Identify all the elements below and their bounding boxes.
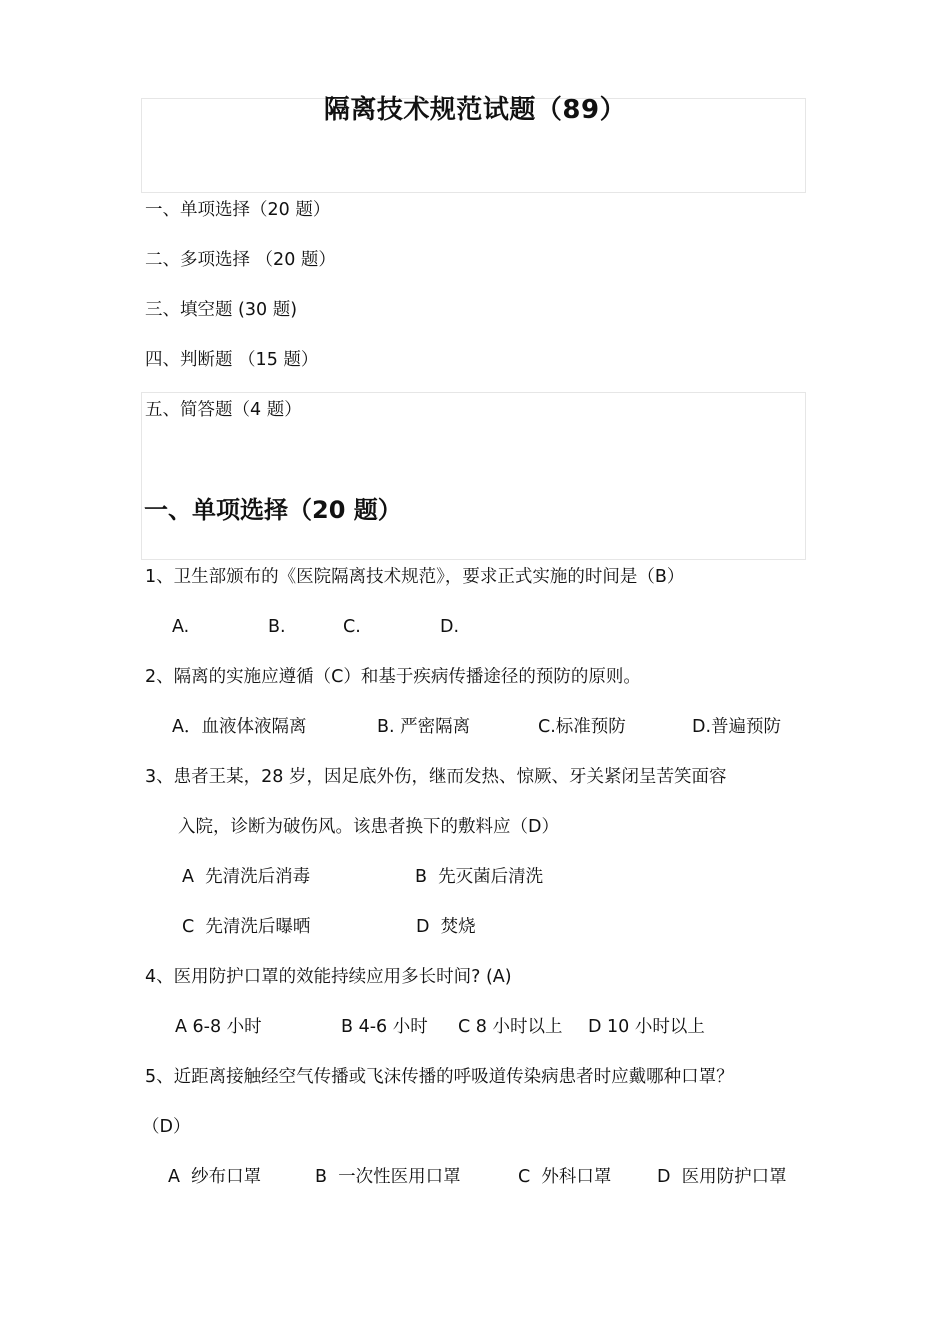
question-4-stem: 4、医用防护口罩的效能持续应用多长时间? (A) [145, 967, 512, 987]
question-3-option-a: A 先清洗后消毒 [182, 867, 311, 887]
question-2-option-c: C.标准预防 [538, 717, 626, 737]
question-2-option-a: A．血液体液隔离 [172, 717, 307, 737]
question-4-option-c: C 8 小时以上 [458, 1017, 563, 1037]
question-5-option-d: D 医用防护口罩 [657, 1167, 787, 1187]
question-1-option-b: B. [268, 617, 286, 637]
question-3-option-b: B 先灭菌后清洗 [415, 867, 544, 887]
question-1-option-c: C. [343, 617, 361, 637]
question-5-stem-line-2: （D） [142, 1117, 191, 1137]
question-5-option-b: B 一次性医用口罩 [315, 1167, 461, 1187]
question-4-option-a: A 6-8 小时 [175, 1017, 262, 1037]
toc-item-fill-blank: 三、填空题 (30 题) [145, 300, 298, 320]
toc-item-single-choice: 一、单项选择（20 题） [145, 200, 331, 220]
question-3-option-c: C 先清洗后曝晒 [182, 917, 311, 937]
toc-item-short-answer: 五、简答题（4 题） [145, 400, 302, 420]
page-title: 隔离技术规范试题（89） [323, 95, 627, 125]
question-1-stem: 1、卫生部颁布的《医院隔离技术规范》，要求正式实施的时间是（B） [145, 567, 685, 587]
question-5-stem-line-1: 5、近距离接触经空气传播或飞沫传播的呼吸道传染病患者时应戴哪种口罩？ [145, 1067, 734, 1087]
section-heading: 一、单项选择（20 题） [144, 496, 402, 524]
question-2-option-d: D.普遍预防 [692, 717, 782, 737]
toc-item-multiple-choice: 二、多项选择 （20 题） [145, 250, 336, 270]
question-1-option-d: D. [440, 617, 460, 637]
question-3-option-d: D 焚烧 [416, 917, 476, 937]
question-5-option-a: A 纱布口罩 [168, 1167, 262, 1187]
question-5-option-c: C 外科口罩 [518, 1167, 612, 1187]
question-4-option-d: D 10 小时以上 [588, 1017, 705, 1037]
question-2-stem: 2、隔离的实施应遵循（C）和基于疾病传播途径的预防的原则。 [145, 667, 641, 687]
question-2-option-b: B. 严密隔离 [377, 717, 471, 737]
question-3-stem-line-1: 3、患者王某，28 岁，因足底外伤，继而发热、惊厥、牙关紧闭呈苦笑面容 [145, 767, 727, 787]
question-4-option-b: B 4-6 小时 [341, 1017, 428, 1037]
toc-item-true-false: 四、判断题 （15 题） [145, 350, 319, 370]
question-3-stem-line-2: 入院，诊断为破伤风。该患者换下的敷料应（D） [178, 817, 559, 837]
question-1-option-a: A. [172, 617, 190, 637]
